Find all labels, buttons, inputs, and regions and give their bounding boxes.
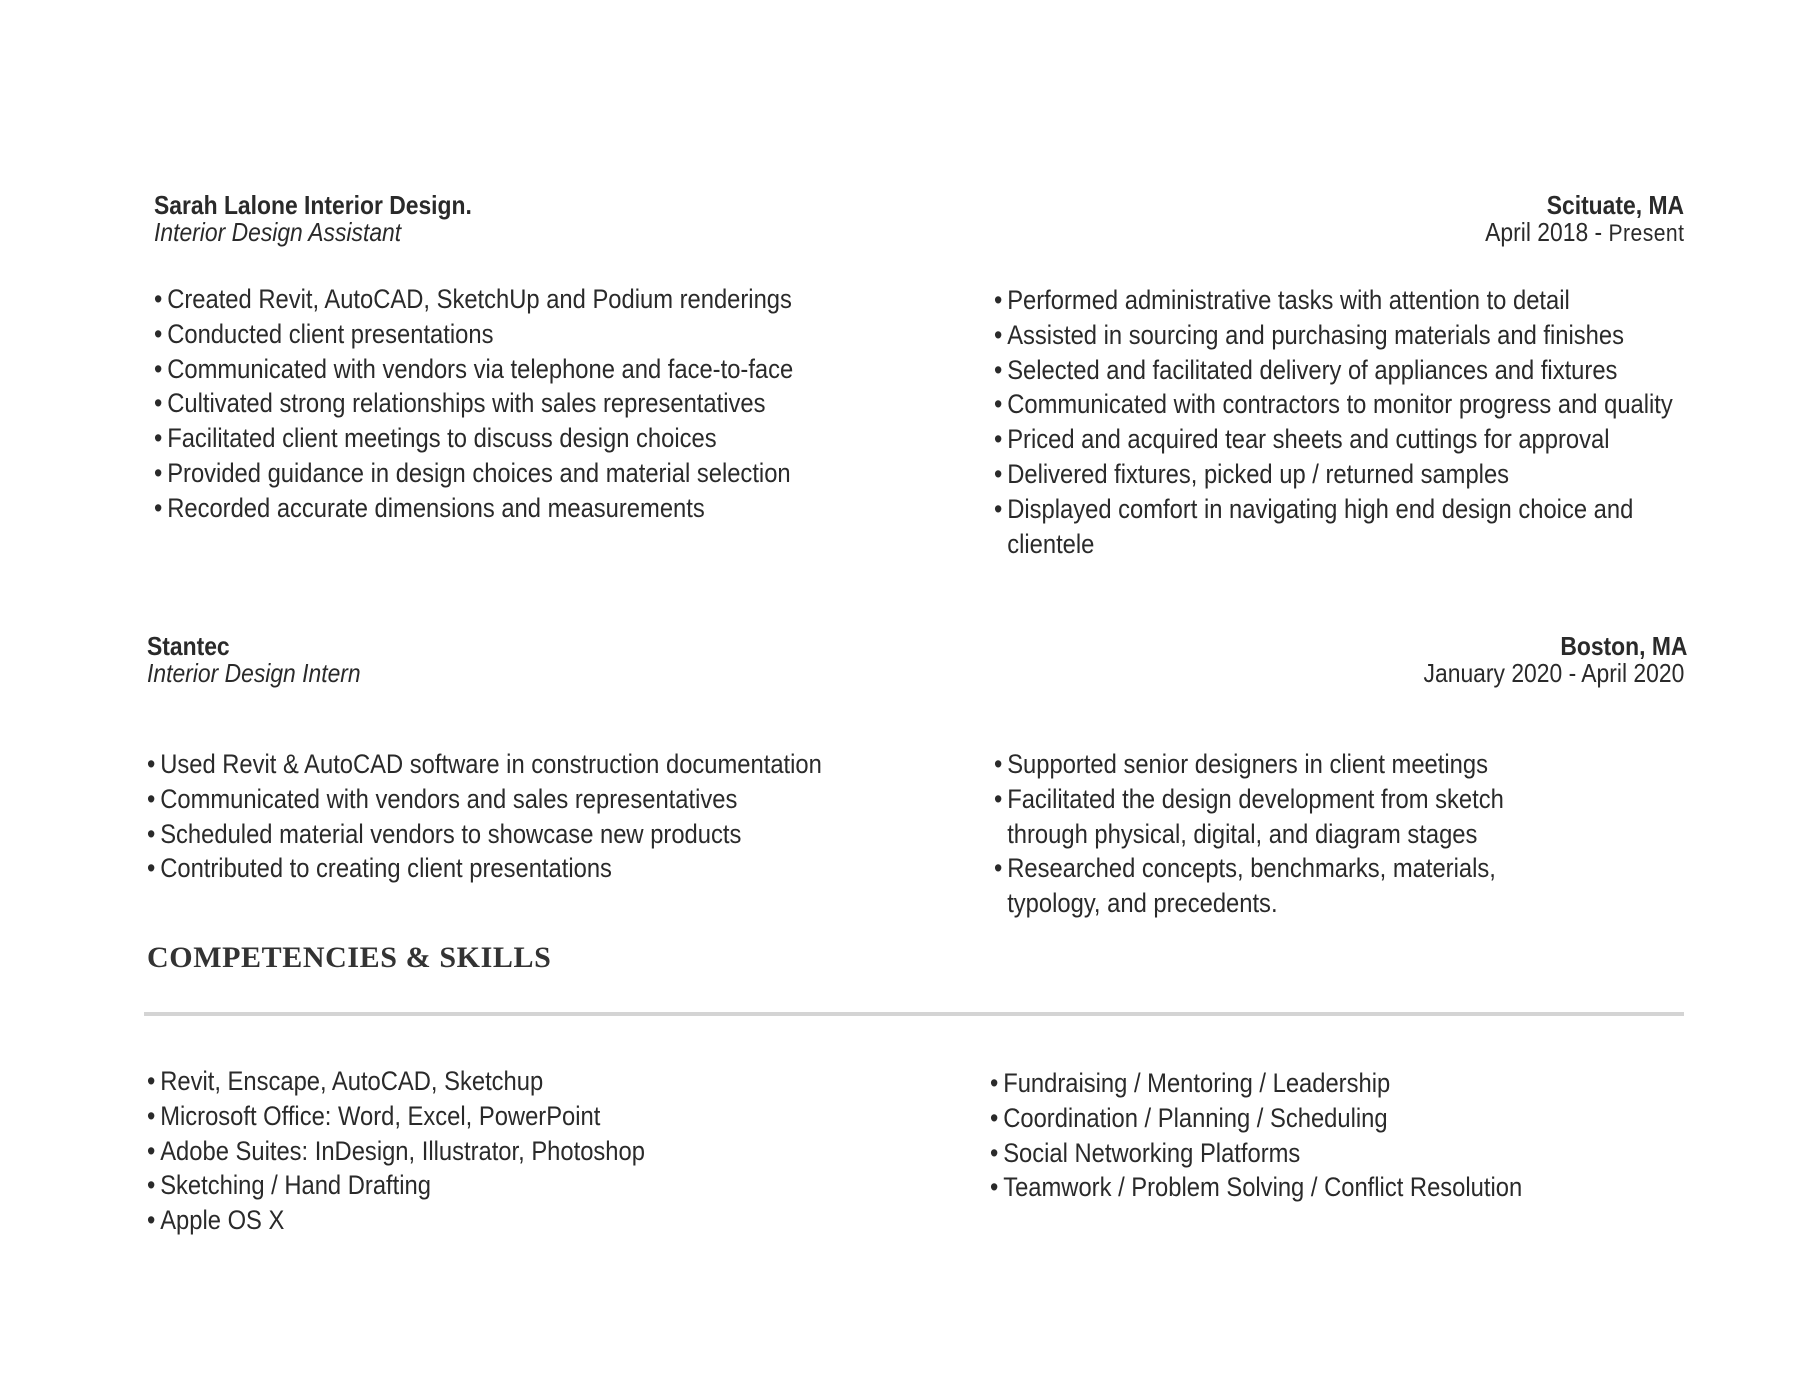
job-2-dates: January 2020 - April 2020 bbox=[1423, 658, 1684, 688]
job-1-bullets-left bbox=[154, 282, 823, 526]
skills-list-right bbox=[990, 1066, 1659, 1205]
list-item: • Performed administrative tasks with attention to detail bbox=[994, 283, 1680, 318]
job-1-date-start: April 2018 - bbox=[1484, 217, 1609, 247]
list-item: • Supported senior designers in client meetings bbox=[994, 747, 1575, 782]
list-item: • Communicated with vendors via telephone and face-to-face bbox=[154, 352, 823, 387]
list-item: • Used Revit & AutoCAD software in construction documentation bbox=[147, 747, 904, 782]
list-item: • Social Networking Platforms bbox=[990, 1136, 1659, 1171]
list-item: • Delivered fixtures, picked up / returned samples bbox=[994, 457, 1680, 492]
list-item: • Recorded accurate dimensions and measurements bbox=[154, 491, 823, 526]
list-item: • Displayed comfort in navigating high end design choice and clientele bbox=[994, 492, 1680, 562]
job-2-bullets-right bbox=[994, 747, 1575, 921]
job-1-company: Sarah Lalone Interior Design. bbox=[154, 190, 472, 220]
skills-list-left bbox=[147, 1064, 816, 1238]
section-title-competencies: COMPETENCIES & SKILLS bbox=[147, 941, 552, 974]
job-1-location: Scituate, MA bbox=[1546, 190, 1684, 220]
list-item: • Adobe Suites: InDesign, Illustrator, Photoshop bbox=[147, 1134, 816, 1169]
list-item: • Communicated with contractors to monitor progress and quality bbox=[994, 387, 1680, 422]
list-item: • Conducted client presentations bbox=[154, 317, 823, 352]
list-item: • Apple OS X bbox=[147, 1203, 816, 1238]
list-item: • Sketching / Hand Drafting bbox=[147, 1168, 816, 1203]
job-1-dates bbox=[1485, 218, 1684, 248]
job-2-role: Interior Design Intern bbox=[147, 658, 361, 688]
job-2-company: Stantec bbox=[147, 631, 230, 661]
list-item: • Selected and facilitated delivery of appliances and fixtures bbox=[994, 353, 1680, 388]
list-item: • Researched concepts, benchmarks, materials, typology, and precedents. bbox=[994, 851, 1575, 921]
list-item: • Provided guidance in design choices and material selection bbox=[154, 456, 823, 491]
list-item: • Facilitated client meetings to discuss design choices bbox=[154, 421, 823, 456]
list-item: • Facilitated the design development from sketch through physical, digital, and diagram stages bbox=[994, 782, 1575, 852]
list-item: • Microsoft Office: Word, Excel, PowerPoint bbox=[147, 1099, 816, 1134]
job-1-bullets-right bbox=[994, 283, 1680, 561]
list-item: • Cultivated strong relationships with sales representatives bbox=[154, 386, 823, 421]
list-item: • Created Revit, AutoCAD, SketchUp and Podium renderings bbox=[154, 282, 823, 317]
list-item: • Communicated with vendors and sales representatives bbox=[147, 782, 904, 817]
list-item: • Contributed to creating client presentations bbox=[147, 851, 904, 886]
list-item: • Coordination / Planning / Scheduling bbox=[990, 1101, 1659, 1136]
list-item: • Fundraising / Mentoring / Leadership bbox=[990, 1066, 1659, 1101]
job-1-role: Interior Design Assistant bbox=[154, 217, 402, 247]
job-1-date-end: Present bbox=[1608, 220, 1684, 247]
list-item: • Assisted in sourcing and purchasing materials and finishes bbox=[994, 318, 1680, 353]
list-item: • Priced and acquired tear sheets and cuttings for approval bbox=[994, 422, 1680, 457]
list-item: • Revit, Enscape, AutoCAD, Sketchup bbox=[147, 1064, 816, 1099]
list-item: • Teamwork / Problem Solving / Conflict Resolution bbox=[990, 1170, 1659, 1205]
job-2-bullets-left bbox=[147, 747, 904, 886]
list-item: • Scheduled material vendors to showcase new products bbox=[147, 817, 904, 852]
section-divider bbox=[144, 1012, 1684, 1016]
job-2-location: Boston, MA bbox=[1559, 631, 1687, 661]
